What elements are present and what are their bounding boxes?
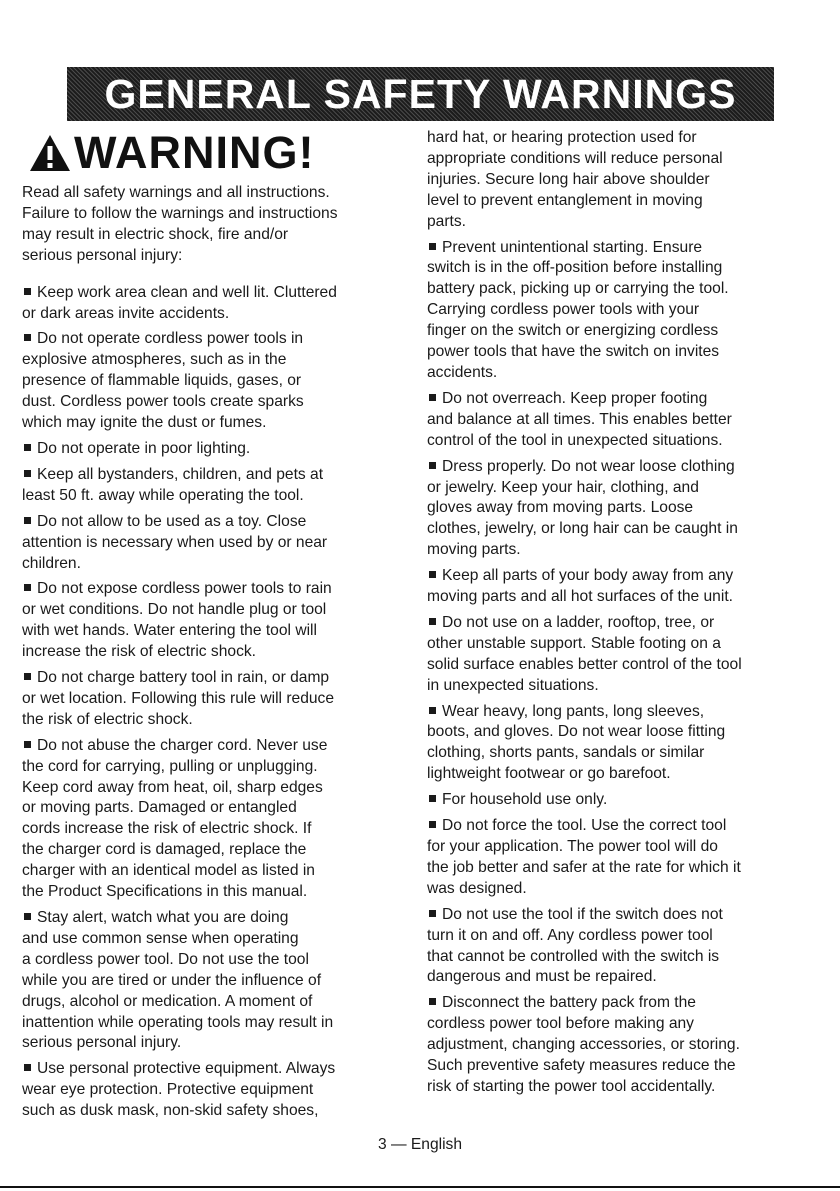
bullet-icon bbox=[429, 795, 436, 802]
warning-item-text: Keep all bystanders, children, and pets at least 50 ft. away while operating the tool. bbox=[22, 465, 324, 504]
warning-item-text: Do not operate in poor lighting. bbox=[37, 439, 251, 457]
left-warning-list bbox=[22, 283, 372, 1122]
warning-item-text: Use personal protective equipment. Always wear eye protection. Protective equipment such as dusk mask, non-skid safety shoes, bbox=[22, 1060, 336, 1120]
warning-triangle-icon bbox=[28, 133, 72, 173]
bullet-icon bbox=[24, 444, 31, 451]
warning-item bbox=[22, 512, 372, 575]
warning-item-text: Do not abuse the charger cord. Never use the cord for carrying, pulling or unplugging. Keep cord away from heat, oil, sharp edges or moving parts. Damaged or entangled cords increase the risk of electric shock. If the charger cord is damaged, replace the charger with an identical model as listed in the Product Specifications in this manual. bbox=[22, 736, 328, 901]
warning-item-text: Disconnect the battery pack from the cordless power tool before making any adjustment, changing accessories, or storing. Such preventive safety measures reduce the risk of starting the power tool accidentally. bbox=[427, 994, 740, 1095]
page-footer: 3 — English bbox=[377, 1136, 463, 1153]
bullet-icon bbox=[429, 394, 436, 401]
warning-item bbox=[22, 908, 372, 1054]
warning-heading bbox=[28, 127, 372, 178]
warning-item-text: Keep work area clean and well lit. Cluttered or dark areas invite accidents. bbox=[22, 283, 337, 322]
bullet-icon bbox=[429, 910, 436, 917]
bottom-rule bbox=[0, 1186, 840, 1188]
warning-item bbox=[22, 465, 372, 507]
warning-item-text: Do not use the tool if the switch does not turn it on and off. Any cordless power tool that cannot be controlled with the switch is dangerous and must be repaired. bbox=[427, 905, 723, 986]
warning-item bbox=[427, 566, 775, 608]
left-column bbox=[22, 127, 372, 1127]
warning-item-text: Dress properly. Do not wear loose clothing or jewelry. Keep your hair, clothing, and gloves away from moving parts. Loose clothes, jewelry, or long hair can be caught in moving parts. bbox=[427, 457, 738, 559]
bullet-icon bbox=[429, 462, 436, 469]
bullet-icon bbox=[429, 998, 436, 1005]
warning-title: WARNING! bbox=[74, 127, 315, 178]
section-banner bbox=[67, 67, 774, 121]
warning-item bbox=[427, 702, 775, 786]
warning-item bbox=[22, 283, 372, 325]
warning-item-text: Do not operate cordless power tools in explosive atmospheres, such as in the presence of flammable liquids, gases, or dust. Cordless power tools create sparks which may ignite the dust or fumes. bbox=[22, 330, 304, 432]
warning-item-text: Prevent unintentional starting. Ensure switch is in the off-position before installing battery pack, picking up or carrying the tool. Carrying cordless power tools with your finger on the switch or energizing cordless power tools that have the switch on invites accidents. bbox=[427, 238, 729, 381]
warning-item bbox=[22, 1059, 372, 1122]
bullet-icon bbox=[24, 334, 31, 341]
warning-item bbox=[22, 579, 372, 663]
warning-item-text: Do not expose cordless power tools to rain or wet conditions. Do not handle plug or tool with wet hands. Water entering the tool will increase the risk of electric shock. bbox=[22, 580, 332, 661]
warning-item bbox=[22, 329, 372, 434]
warning-item-text: Do not allow to be used as a toy. Close attention is necessary when used by or near children. bbox=[22, 512, 328, 572]
bullet-icon bbox=[429, 618, 436, 625]
bullet-icon bbox=[24, 470, 31, 477]
warning-item bbox=[427, 905, 775, 989]
bullet-icon bbox=[429, 571, 436, 578]
warning-item bbox=[427, 816, 775, 900]
right-column bbox=[427, 128, 775, 1103]
warning-item-text: Keep all parts of your body away from any moving parts and all hot surfaces of the unit. bbox=[427, 567, 734, 606]
warning-item bbox=[427, 389, 775, 452]
warning-item-text: Do not use on a ladder, rooftop, tree, or other unstable support. Stable footing on a solid surface enables better control of the tool in unexpected situations. bbox=[427, 613, 742, 694]
bullet-icon bbox=[429, 243, 436, 250]
warning-item bbox=[427, 457, 775, 562]
warning-item-text: For household use only. bbox=[442, 791, 608, 809]
warning-item-text: Do not overreach. Keep proper footing and balance at all times. This enables better control of the tool in unexpected situations. bbox=[427, 389, 732, 449]
bullet-icon bbox=[24, 517, 31, 524]
warning-item bbox=[427, 238, 775, 384]
warning-item-text: Do not force the tool. Use the correct tool for your application. The power tool will do the job better and safer at the rate for which it was designed. bbox=[427, 817, 741, 897]
bullet-icon bbox=[24, 584, 31, 591]
bullet-icon bbox=[24, 288, 31, 295]
bullet-icon bbox=[24, 741, 31, 748]
intro-text: Read all safety warnings and all instructions. Failure to follow the warnings and instructions may result in electric shock, fire and/or serious personal injury: bbox=[22, 184, 338, 264]
warning-item-text: Stay alert, watch what you are doing and use common sense when operating a cordless power tool. Do not use the tool while you are tired or under the influence of drugs, alcohol or medication. A moment of inattention while operating tools may result in serious personal injury. bbox=[22, 909, 334, 1052]
warning-item bbox=[427, 613, 775, 697]
right-warning-list bbox=[427, 238, 775, 1098]
bullet-icon bbox=[24, 673, 31, 680]
warning-item bbox=[22, 668, 372, 731]
warning-item bbox=[22, 439, 372, 460]
warning-item bbox=[427, 790, 775, 811]
warning-item-text: Do not charge battery tool in rain, or damp or wet location. Following this rule will reduce the risk of electric shock. bbox=[22, 669, 335, 728]
bullet-icon bbox=[24, 913, 31, 920]
continuation-text: hard hat, or hearing protection used for appropriate conditions will reduce personal injuries. Secure long hair above shoulder level to prevent entanglement in moving parts. bbox=[427, 129, 723, 230]
section-title: GENERAL SAFETY WARNINGS bbox=[104, 70, 737, 117]
warning-item bbox=[22, 736, 372, 903]
warning-item-text: Wear heavy, long pants, long sleeves, boots, and gloves. Do not wear loose fitting clothing, shorts pants, sandals or similar lightweight footwear or go barefoot. bbox=[427, 702, 726, 783]
bullet-icon bbox=[24, 1064, 31, 1071]
bullet-icon bbox=[429, 707, 436, 714]
warning-item bbox=[427, 993, 775, 1098]
bullet-icon bbox=[429, 821, 436, 828]
